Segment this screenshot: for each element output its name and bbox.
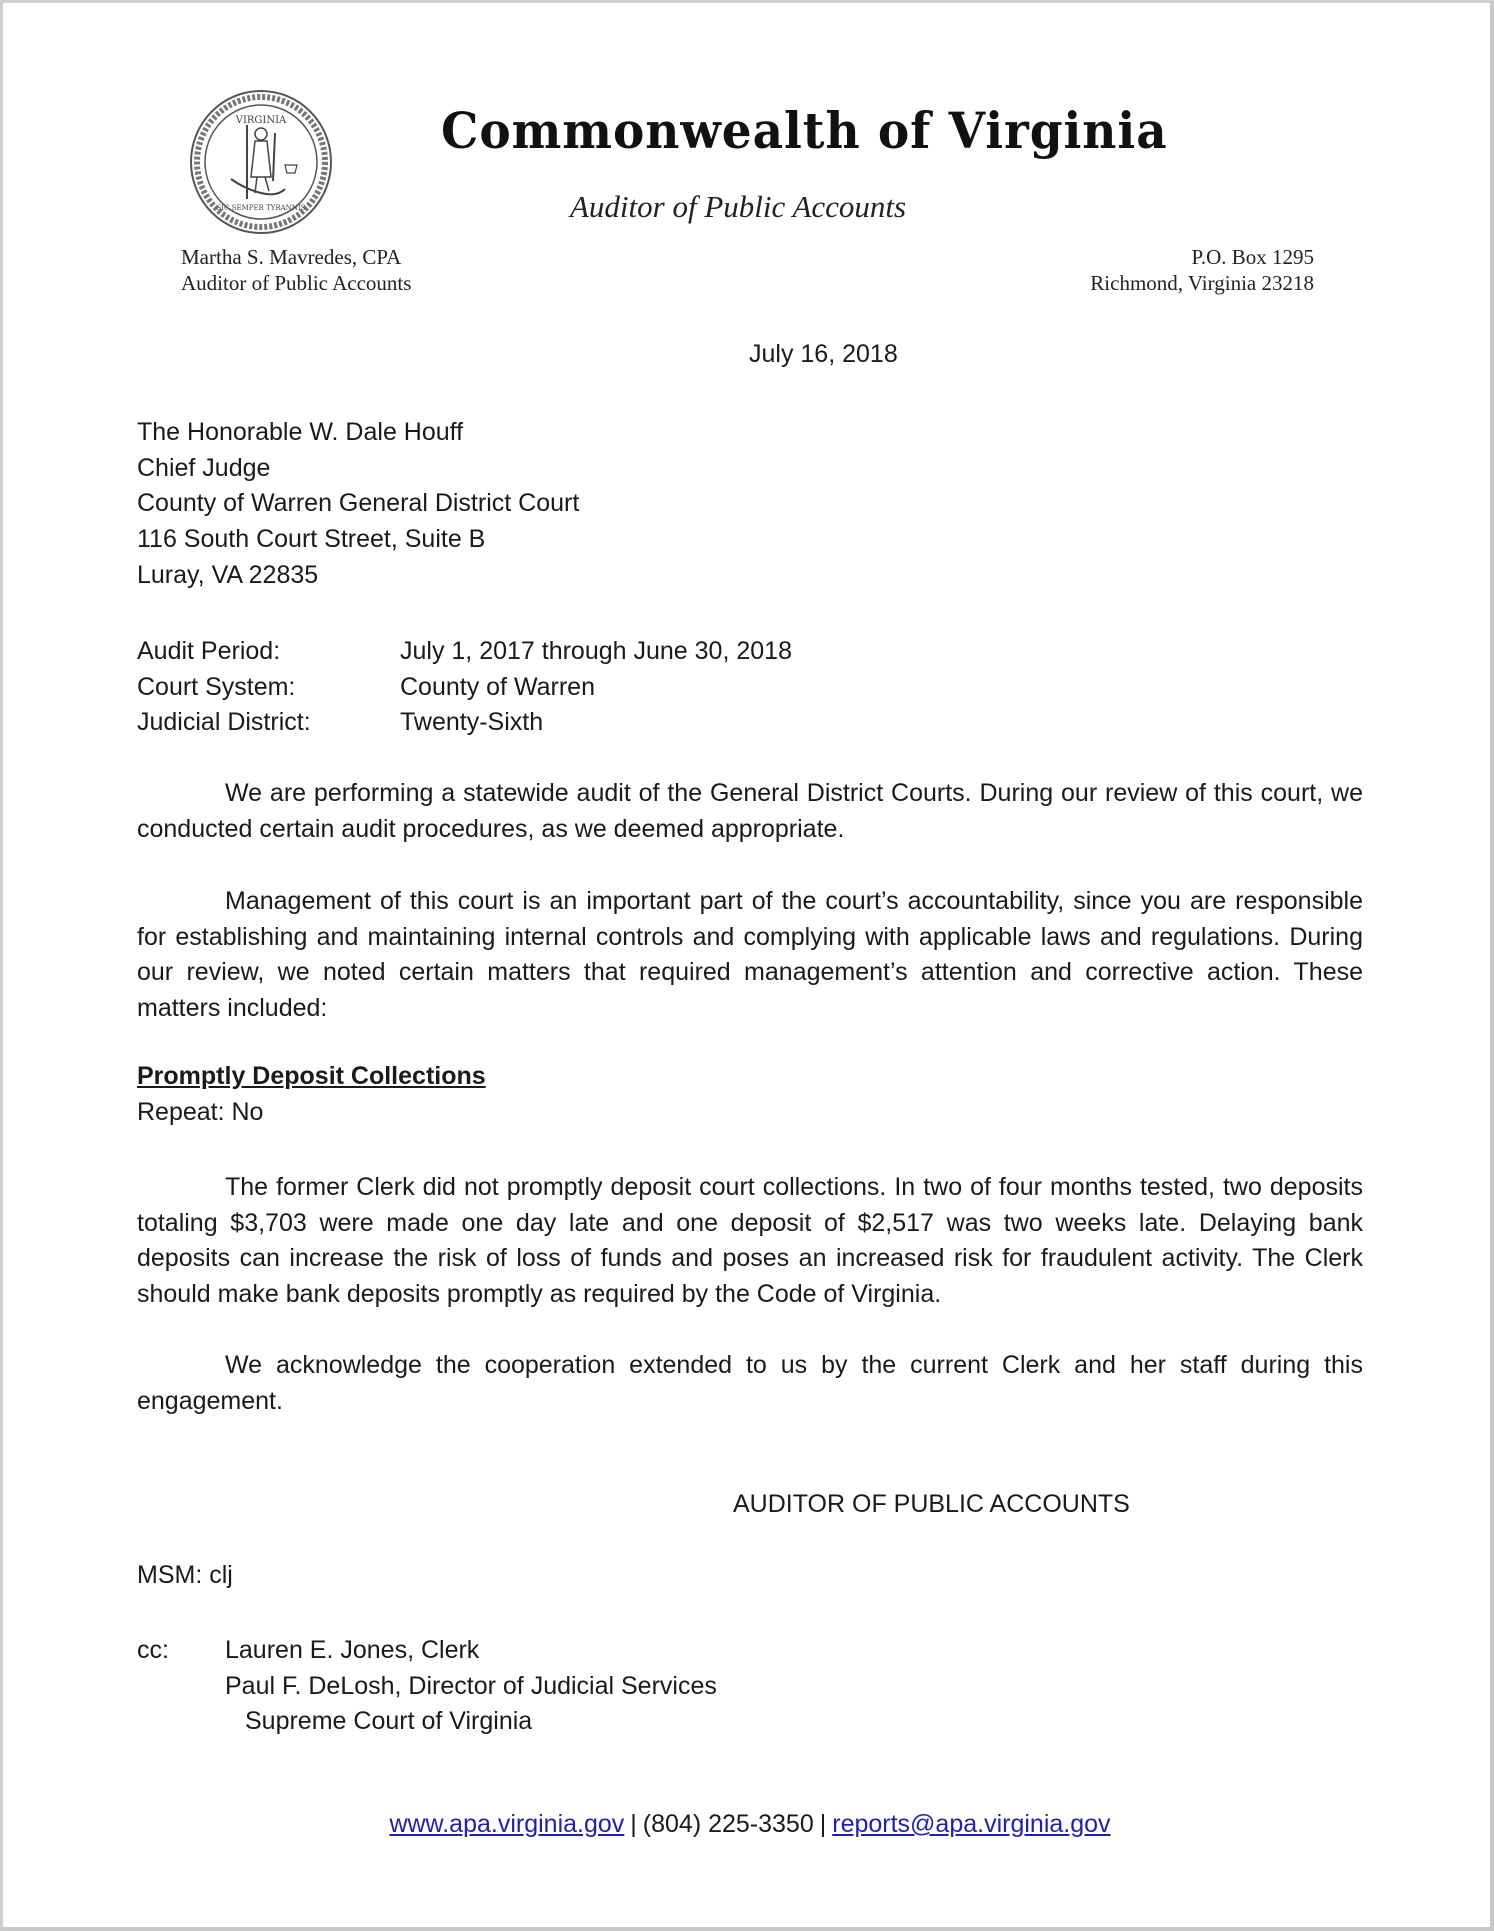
seal-text-top: VIRGINIA	[235, 115, 287, 126]
website-link[interactable]: www.apa.virginia.gov	[389, 1810, 625, 1838]
email-link[interactable]: reports@apa.virginia.gov	[832, 1810, 1111, 1838]
audit-info-value: July 1, 2017 through June 30, 2018	[400, 637, 792, 665]
recipient-court: County of Warren General District Court	[137, 489, 580, 518]
audit-info-label: Judicial District:	[137, 708, 311, 737]
audit-info-row	[137, 670, 792, 706]
footer-separator: |	[630, 1810, 637, 1838]
cc-recipient-organization: Supreme Court of Virginia	[245, 1707, 533, 1736]
seal-text-bottom: SIC SEMPER TYRANNIS	[216, 204, 306, 212]
acknowledgement-paragraph: We acknowledge the cooperation extended to us by the current Clerk and her staff during this engagement.	[137, 1351, 1363, 1415]
po-box: P.O. Box 1295	[1191, 245, 1314, 269]
audit-info-label: Audit Period:	[137, 637, 281, 665]
letter-date: July 16, 2018	[749, 340, 898, 368]
signature-block: AUDITOR OF PUBLIC ACCOUNTS	[733, 1490, 1130, 1518]
recipient-city: Luray, VA 22835	[137, 560, 319, 589]
finding-paragraph: The former Clerk did not promptly deposit court collections. In two of four months tested, two deposits totaling $3,703 were made one day late and one deposit of $2,517 was two weeks late. Delaying bank deposits can increase the risk of loss of funds and poses an increased risk for fraudulent activity. The Clerk should make bank deposits promptly as required by the Code of Virginia.	[137, 1173, 1363, 1309]
footer-separator: |	[819, 1810, 827, 1838]
cc-label: cc:	[137, 1636, 169, 1664]
audit-info-label: Court System:	[137, 672, 296, 701]
finding-title: Promptly Deposit Collections	[137, 1062, 486, 1090]
cc-row	[137, 1633, 717, 1669]
audit-info-row	[137, 634, 792, 670]
letterhead-subtitle: Auditor of Public Accounts	[570, 189, 907, 224]
phone-number: (804) 225-3350	[642, 1810, 814, 1838]
city-state-zip: Richmond, Virginia 23218	[1090, 271, 1314, 295]
cc-block	[137, 1633, 717, 1740]
audit-info-row	[137, 705, 792, 741]
audit-info	[137, 634, 792, 741]
mailing-address-block	[1090, 244, 1314, 296]
finding-repeat-status: Repeat: No	[137, 1098, 264, 1126]
audit-info-value: Twenty-Sixth	[400, 708, 544, 737]
cc-recipient: Paul F. DeLosh, Director of Judicial Services	[225, 1671, 717, 1700]
virginia-state-seal-icon	[189, 89, 333, 235]
auditor-name: Martha S. Mavredes, CPA	[181, 245, 402, 269]
audit-info-value: County of Warren	[400, 672, 595, 701]
cc-row	[137, 1669, 717, 1705]
cc-row	[137, 1704, 717, 1740]
auditor-title: Auditor of Public Accounts	[181, 271, 412, 295]
recipient-name: The Honorable W. Dale Houff	[137, 418, 464, 446]
auditor-name-block	[181, 244, 411, 296]
letterhead-title: Commonwealth of Virginia	[441, 101, 1168, 160]
reference-initials: MSM: clj	[137, 1561, 233, 1589]
recipient-title: Chief Judge	[137, 453, 271, 482]
management-paragraph: Management of this court is an important part of the court’s accountability, since you are responsible for establishing and maintaining internal controls and complying with applicable laws and regulations. During our review, we noted certain matters that required management’s attention and corrective action. These matters included:	[137, 887, 1363, 1023]
recipient-address	[137, 415, 579, 594]
recipient-street: 116 South Court Street, Suite B	[137, 525, 486, 554]
intro-paragraph: We are performing a statewide audit of the General District Courts. During our review of this court, we conducted certain audit procedures, as we deemed appropriate.	[137, 779, 1363, 843]
cc-recipient: Lauren E. Jones, Clerk	[225, 1636, 480, 1664]
footer-contact	[3, 1810, 1494, 1839]
